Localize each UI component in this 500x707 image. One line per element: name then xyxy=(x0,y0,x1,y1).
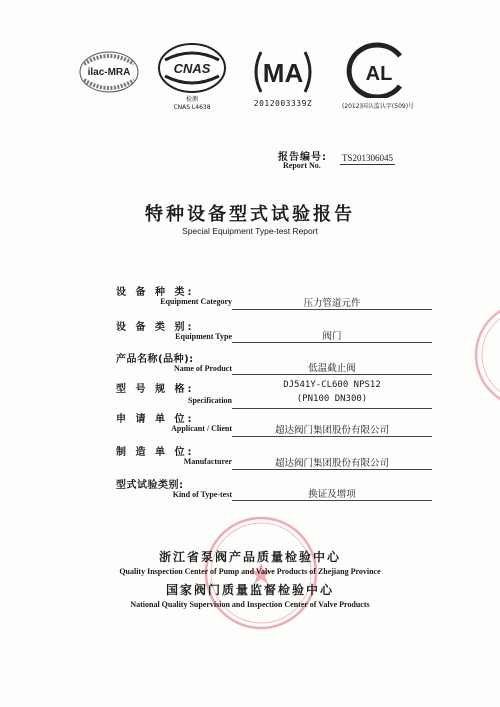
title-en: Special Equipment Type-test Report xyxy=(182,226,318,236)
field-equipment-type xyxy=(92,318,432,348)
field-label-en: Kind of Type-test xyxy=(172,490,232,499)
field-underline xyxy=(232,374,432,375)
field-label-cn: 产品名称(品种): xyxy=(116,354,194,365)
field-applicant xyxy=(92,410,432,440)
field-value: 低温截止阀 xyxy=(308,363,356,374)
field-label-cn: 设 备 种 类: xyxy=(116,287,195,298)
report-no-value: TS201306045 xyxy=(342,153,394,163)
field-label-en: Equipment Type xyxy=(175,332,232,341)
field-value: 超达阀门集团股份有限公司 xyxy=(274,458,389,469)
field-label-en: Name of Product xyxy=(173,364,232,373)
field-label-cn: 型 号 规 格: xyxy=(116,384,195,395)
cma-number: 2012003339Z xyxy=(253,99,313,108)
field-product-name xyxy=(92,350,432,380)
field-value: 超达阀门集团股份有限公司 xyxy=(274,425,389,436)
cnas-caption-en: CNAS L4638 xyxy=(173,104,211,111)
field-label-en: Manufacturer xyxy=(183,457,232,466)
title-cn: 特种设备型式试验报告 xyxy=(145,204,355,225)
field-label-cn: 申 请 单 位: xyxy=(116,414,195,425)
field-value: 换证及增项 xyxy=(308,489,356,500)
field-label-cn: 制 造 单 位: xyxy=(116,447,195,458)
footer-national-cn: 国家阀门质量监督检验中心 xyxy=(165,583,334,597)
cal-logo-text: AL xyxy=(365,63,393,85)
ilac-mra-logo xyxy=(78,50,140,94)
cnas-caption xyxy=(157,96,227,112)
field-kind-of-type-test xyxy=(92,476,432,506)
field-value: DJ541Y-CL600 NPS12 xyxy=(283,380,381,390)
field-equipment-category xyxy=(92,283,432,313)
field-underline xyxy=(232,408,432,409)
cnas-caption-cn: 检测 xyxy=(185,96,198,103)
field-underline xyxy=(232,436,432,437)
field-value: 阀门 xyxy=(322,331,342,342)
ma-logo-text: MA xyxy=(262,58,304,88)
field-underline xyxy=(232,469,432,470)
footer-center-cn: 浙江省泵阀产品质量检验中心 xyxy=(158,550,341,564)
footer-center-en: Quality Inspection Center of Pump and Valve Products of Zhejiang Province xyxy=(119,567,381,576)
cnas-logo xyxy=(157,42,227,94)
report-no-label-cn: 报告编号: xyxy=(278,152,327,163)
field-label-en: Applicant / Client xyxy=(171,424,232,433)
report-no-label-en: Report No. xyxy=(283,161,321,170)
cal-number: (2012)国认监认字(509)号 xyxy=(341,103,415,110)
field-manufacturer xyxy=(92,443,432,473)
footer-national-en: National Quality Supervision and Inspection Center of Valve Products xyxy=(130,600,370,609)
cal-logo xyxy=(342,42,412,98)
field-underline xyxy=(232,309,432,310)
field-label-en: Equipment Category xyxy=(160,297,232,306)
field-label-en: Specification xyxy=(188,396,232,405)
edge-seal xyxy=(470,300,500,410)
field-label-cn: 型式试验类别: xyxy=(116,480,184,491)
field-underline xyxy=(232,342,432,343)
field-underline xyxy=(232,500,432,501)
field-value: 压力管道元件 xyxy=(303,298,361,309)
field-label-cn: 设 备 类 别: xyxy=(116,322,195,333)
ilac-logo-text: ilac-MRA xyxy=(87,67,131,78)
cnas-logo-text: CNAS xyxy=(173,61,211,76)
cma-logo xyxy=(247,46,319,98)
field-value-line2: (PN100 DN300) xyxy=(296,394,368,404)
